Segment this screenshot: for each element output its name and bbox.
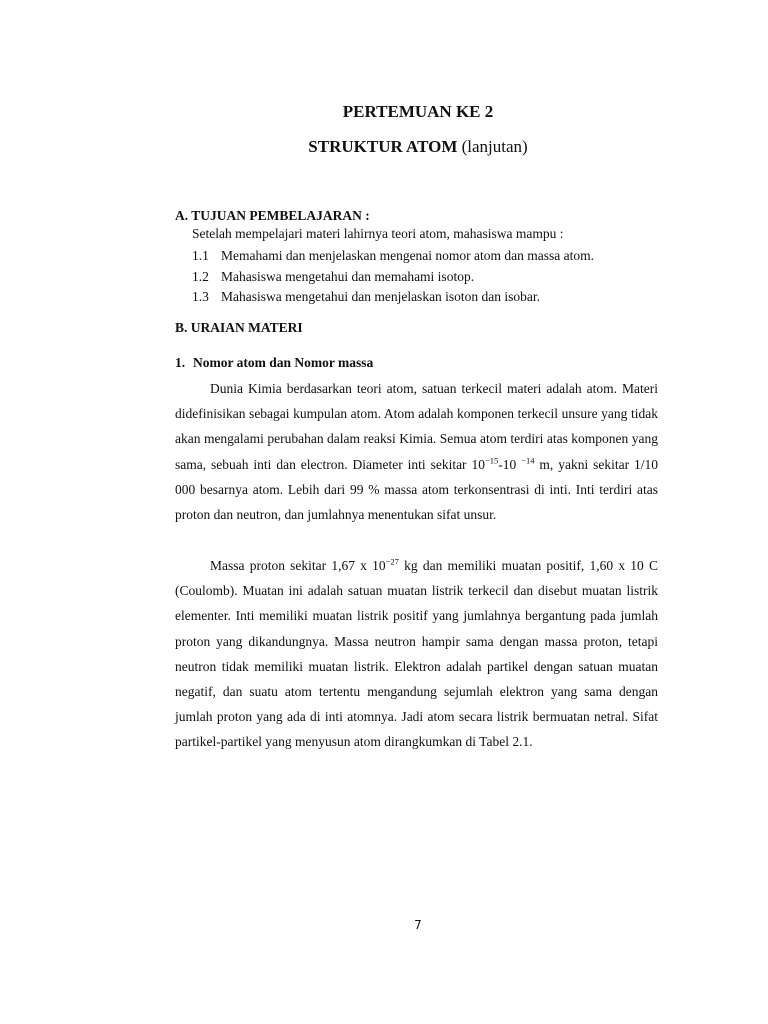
- section-a-intro: Setelah mempelajari materi lahirnya teori atom, mahasiswa mampu :: [192, 226, 564, 241]
- paragraph-text: m, yakni sekitar 1/10 000 besarnya atom. Lebih dari 99 % massa atom terkonsentrasi di inti. Inti terdiri atas proton dan neutron, dan jumlahnya menentukan sifat unsur.: [175, 456, 659, 523]
- objectives-list: [192, 246, 594, 308]
- body-paragraph-2: [175, 553, 658, 755]
- exponent: −15: [484, 455, 499, 466]
- objective-text: Mahasiswa mengetahui dan memahami isotop.: [221, 268, 475, 284]
- section-b-heading: B. URAIAN MATERI: [175, 320, 303, 335]
- page-subtitle: [0, 137, 768, 157]
- body-paragraph-1: [175, 376, 658, 527]
- subsection-heading: [175, 355, 373, 371]
- exponent: −14: [521, 455, 535, 466]
- paragraph-text: -10: [498, 456, 522, 472]
- subsection-title: Nomor atom dan Nomor massa: [193, 355, 374, 370]
- objective-item: [192, 267, 594, 288]
- page-number: 7: [414, 918, 422, 932]
- objective-text: Memahami dan menjelaskan mengenai nomor atom dan massa atom.: [221, 248, 595, 263]
- subtitle-suffix: (lanjutan): [461, 137, 528, 156]
- subtitle-main: STRUKTUR ATOM: [308, 137, 458, 156]
- exponent: −27: [385, 556, 399, 567]
- paragraph-text: kg dan memiliki muatan positif, 1,60 x 10 C (Coulomb). Muatan ini adalah satuan muatan listrik terkecil dan disebut muatan listrik elementer. Inti memiliki muatan listrik positif yang jumlahnya bergantung pada jumlah proton yang dikandungnya. Massa neutron hampir sama dengan massa proton, tetapi neutron tidak memiliki muatan listrik. Elektron adalah partikel dengan satuan muatan negatif, dan suatu atom tertentu mengandung sejumlah elektron yang sama dengan jumlah proton yang ada di inti atomnya. Jadi atom secara listrik bermuatan netral. Sifat partikel-partikel yang menyusun atom dirangkumkan di Tabel 2.1.: [175, 558, 658, 750]
- objective-number: 1.3: [192, 289, 209, 304]
- paragraph-text: Dunia Kimia berdasarkan teori atom, satuan terkecil materi adalah atom. Materi didefinisikan sebagai kumpulan atom. Atom adalah komponen terkecil unsure yang tidak akan mengalami perubahan dalam reaksi Kimia. Semua atom terdiri atas komponen yang sama, sebuah inti dan electron. Diameter inti sekitar 10: [175, 381, 658, 472]
- objective-text: Mahasiswa mengetahui dan menjelaskan isoton dan isobar.: [221, 289, 541, 304]
- subsection-number: 1.: [175, 355, 186, 370]
- objective-item: [192, 246, 594, 267]
- objective-item: [192, 287, 594, 308]
- section-a-heading: A. TUJUAN PEMBELAJARAN :: [175, 208, 370, 223]
- paragraph-text: Massa proton sekitar 1,67 x 10: [210, 558, 386, 573]
- page-title: PERTEMUAN KE 2: [342, 102, 494, 121]
- objective-number: 1.2: [192, 268, 209, 284]
- objective-number: 1.1: [192, 248, 209, 263]
